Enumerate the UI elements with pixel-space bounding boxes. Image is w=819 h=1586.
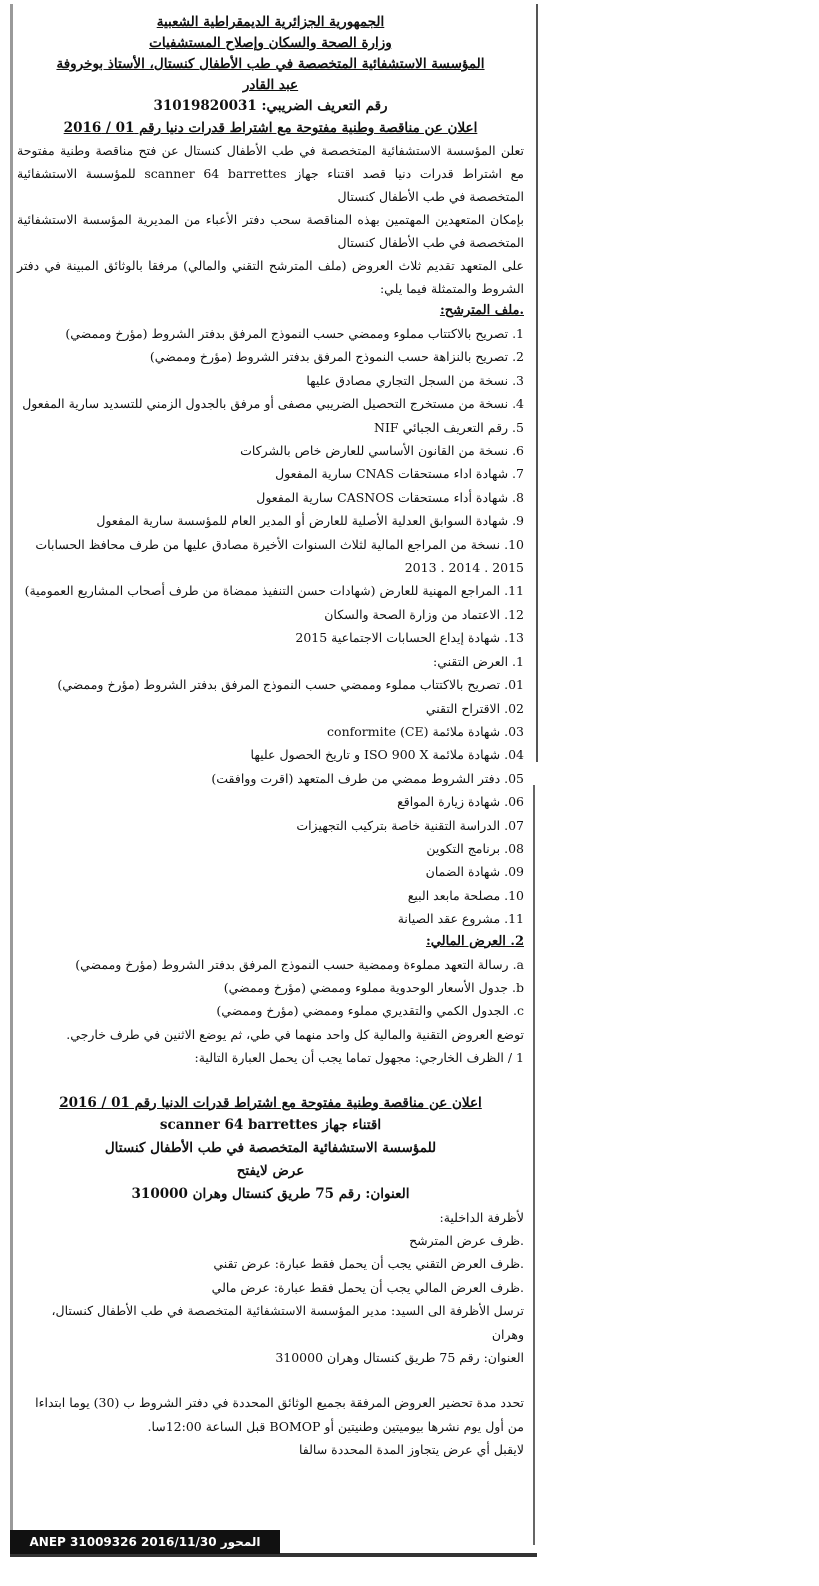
list-item: 11. مشروع عقد الصيانة [397, 911, 524, 927]
envelope-tender-title: اعلان عن مناقصة وطنية مفتوحة مع اشتراط قدرات الدنيا رقم 01 / 2016 [59, 1094, 482, 1111]
list-item: a. رسالة التعهد مملوءة وممضية حسب النموذج المرفق بدفتر الشروط (مؤرخ وممضي) [75, 956, 524, 972]
list-item: 08. برنامج التكوين [426, 840, 524, 856]
footer-reference-bar: ANEP 31009326 المحور 2016/11/30 [10, 1530, 280, 1554]
list-item: .ظرف العرض المالي يجب أن يحمل فقط عبارة: عرض مالي [211, 1279, 524, 1295]
list-item: 3. نسخة من السجل التجاري مصادق عليها [306, 372, 524, 388]
list-item: 04. شهادة ملائمة ISO 900 X و تاريخ الحصول عليها [250, 747, 524, 763]
list-item: 02. الاقتراح التقني [425, 700, 524, 716]
list-item: 13. شهادة إيداع الحسابات الاجتماعية 2015 [295, 630, 524, 646]
list-item: 11. المراجع المهنية للعارض (شهادات حسن التنفيذ ممضاة من طرف أصحاب المشاريع العمومية) [24, 583, 524, 599]
list-item: .ظرف عرض المترشح [409, 1233, 524, 1248]
list-item: 1. تصريح بالاكتتاب مملوء وممضي حسب النموذج المرفق بدفتر الشروط (مؤرخ وممضي) [65, 326, 524, 341]
address-line: العنوان: رقم 75 طريق كنستال وهران 310000 [275, 1350, 524, 1366]
envelope-do-not-open: عرض لايفتح [236, 1162, 305, 1179]
list-item: 09. شهادة الضمان [425, 864, 524, 880]
envelope-address: العنوان: رقم 75 طريق كنستال وهران 310000 [131, 1185, 410, 1202]
tax-id: رقم التعريف الضريبي: 31019820031 [153, 98, 388, 114]
list-item: 03. شهادة ملائمة (CE) conformite [327, 723, 524, 739]
send-to-line: ترسل الأظرفة الى السيد: مدير المؤسسة الاستشفائية المتخصصة في طب الأطفال كنستال، وهران [51, 1303, 524, 1342]
list-item: 12. الاعتماد من وزارة الصحة والسكان [324, 606, 524, 622]
list-item: 10. نسخة من المراجع المالية لثلاث السنوات الأخيرة مصادق عليها من طرف محافظ الحسابات 2015 . 2014 . 2013 [35, 536, 524, 576]
list-item: 10. مصلحة مابعد البيع [407, 887, 524, 903]
list-item: .ظرف العرض التقني يجب أن يحمل فقط عبارة: عرض تقني [213, 1256, 524, 1272]
envelope-note: 1 / الظرف الخارجي: مجهول تماما يجب أن يحمل العبارة التالية: [194, 1050, 524, 1066]
technical-offer-heading: 1. العرض التقني: [433, 653, 524, 669]
list-item: 06. شهادة زيارة المواقع [397, 794, 524, 810]
institution-heading: المؤسسة الاستشفائية المتخصصة في طب الأطفال كنستال، الأستاذ بوخروفة [56, 56, 485, 72]
list-item: b. جدول الأسعار الوحدوية مملوء وممضي (مؤرخ وممضي) [223, 979, 524, 995]
list-item: 07. الدراسة التقنية خاصة بتركيب التجهيزات [296, 817, 524, 833]
right-border-rule [536, 4, 538, 762]
list-item: 7. شهادة اداء مستحقات CNAS سارية المفعول [275, 466, 524, 482]
ministry-heading: وزارة الصحة والسكان وإصلاح المستشفيات [149, 35, 392, 51]
republic-heading: الجمهورية الجزائرية الديمقراطية الشعبية [156, 14, 385, 30]
list-item: 2. تصريح بالنزاهة حسب النموذج المرفق بدفتر الشروط (مؤرخ وممضي) [149, 349, 524, 365]
list-item: 01. تصريح بالاكتتاب مملوء وممضي حسب النموذج المرفق بدفتر الشروط (مؤرخ وممضي) [57, 677, 524, 693]
list-item: 4. نسخة من مستخرج التحصيل الضريبي مصفى أو مرفق بالجدول الزمني للتسديد سارية المفعول [22, 396, 524, 412]
intro-paragraph: على المتعهد تقديم ثلاث العروض (ملف المترشح التقني والمالي) مرفقا بالوثائق المبينة في دفتر الشروط والمتمثلة فيما يلي: [17, 258, 524, 296]
institution-heading-cont: عبد القادر [242, 77, 299, 93]
intro-paragraph: تعلن المؤسسة الاستشفائية المتخصصة في طب الأطفال كنستال عن فتح مناقصة وطنية مفتوحة مع اشتراط قدرات دنيا قصد اقتناء جهاز scanner 64 barrettes للمؤسسة الاستشفائية المتخصصة في طب الأطفال كنستال [17, 143, 525, 204]
list-item: c. الجدول الكمي والتقديري مملوء وممضي (مؤرخ وممضي) [216, 1003, 524, 1019]
right-border-rule-lower [533, 785, 535, 1545]
announcement-document [10, 4, 532, 1549]
deadline-paragraph: تحدد مدة تحضير العروض المرفقة بجميع الوثائق المحددة في دفتر الشروط ب (30) يوما ابتداءا من أول يوم نشرها بيوميتين وطنيتين أو BOMOP قبل الساعة 12:00سا. [35, 1395, 524, 1434]
envelope-note: توضع العروض التقنية والمالية كل واحد منهما في طي، ثم يوضع الاثنين في طرف خارجي. [66, 1026, 524, 1042]
tender-title: اعلان عن مناقصة وطنية مفتوحة مع اشتراط قدرات دنيا رقم 01 / 2016 [63, 120, 478, 136]
list-item: 8. شهادة أداء مستحقات CASNOS سارية المفعول [256, 489, 524, 505]
list-item: 9. شهادة السوابق العدلية الأصلية للعارض أو المدير العام للمؤسسة سارية المفعول [96, 513, 524, 529]
list-item: 6. نسخة من القانون الأساسي للعارض خاص بالشركات [240, 443, 524, 459]
candidate-file-heading: .ملف المترشح: [439, 303, 524, 318]
intro-paragraph: بإمكان المتعهدين المهتمين بهذه المناقصة سحب دفتر الأعباء من المديرية المؤسسة الاستشفائية المتخصصة في طب الأطفال كنستال [17, 212, 524, 250]
envelope-product: اقتناء جهاز scanner 64 barrettes [159, 1116, 382, 1133]
list-item: 05. دفتر الشروط ممضي من طرف المتعهد (اقرت ووافقت) [211, 770, 524, 786]
deadline-note: لايقبل أي عرض يتجاوز المدة المحددة سالفا [298, 1442, 524, 1458]
list-item: 5. رقم التعريف الجبائي NIF [374, 419, 524, 435]
envelope-institution: للمؤسسة الاستشفائية المتخصصة في طب الأطفال كنستال [104, 1139, 437, 1156]
financial-offer-heading: 2. العرض المالي: [425, 933, 524, 949]
inner-envelopes-heading: لأظرفة الداخلية: [439, 1209, 524, 1225]
